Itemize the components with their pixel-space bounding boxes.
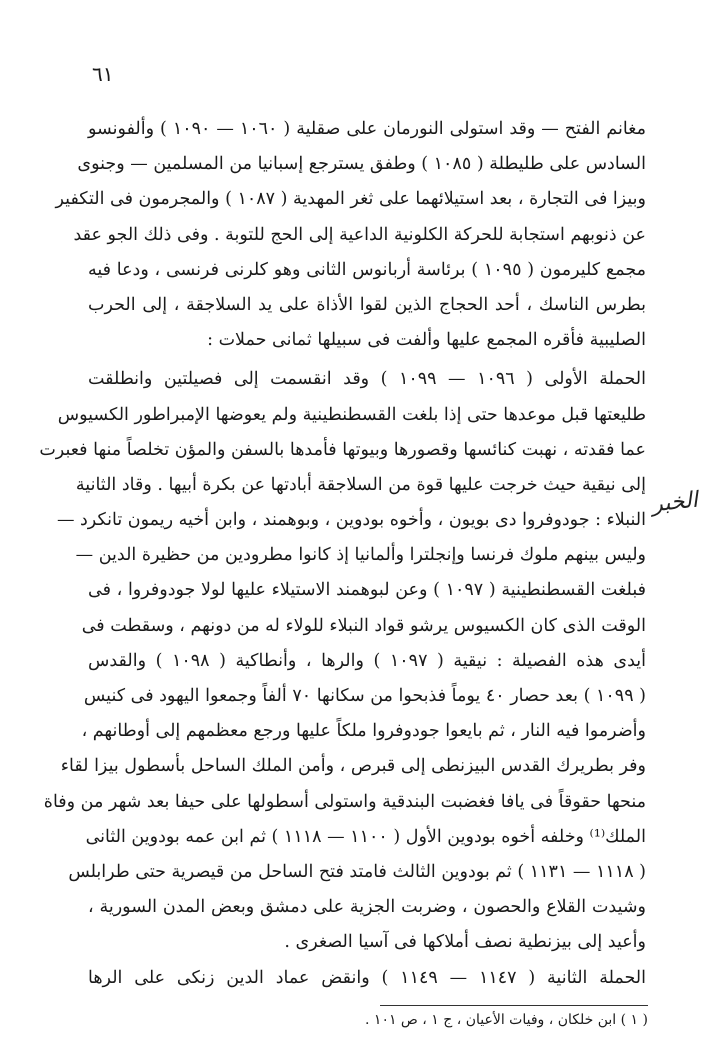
- text-line: مجمع كليرمون ( ١٠٩٥ ) برئاسة أربانوس الثانى وهو كلرنى فرنسى ، ودعا فيه: [88, 259, 646, 280]
- margin-annotation: الخبر: [650, 487, 699, 518]
- text-line: عن ذنوبهم استجابة للحركة الكلونية الداعية إلى الحج للتوبة . وفى ذلك الجو عقد: [73, 224, 646, 245]
- text-line: بطرس الناسك ، أحد الحجاج الذين لقوا الأذاة على يد السلاجقة ، إلى الحرب: [88, 294, 646, 315]
- text-line: الوقت الذى كان الكسيوس يرشو قواد النبلاء للولاء له من دونهم ، وسقطت فى: [81, 615, 646, 636]
- text-line: طليعتها قبل موعدها حتى إذا بلغت القسطنطينية ولم يعوضها الإمبراطور الكسيوس: [57, 404, 646, 425]
- text-line: الملك⁽¹⁾ وخلفه أخوه بودوين الأول ( ١١٠٠ — ١١١٨ ) ثم ابن عمه بودوين الثانى: [85, 826, 646, 847]
- text-line: وأعيد إلى بيزنطية نصف أملاكها فى آسيا الصغرى .: [284, 932, 646, 953]
- text-line: إلى نيقية حيث خرجت عليها قوة من السلاجقة أبادتها عن بكرة أبيها . وقاد الثانية: [75, 474, 646, 495]
- text-line: منحها حقوقاً فى يافا فغضبت البندقية واستولى أسطولها على حيفا بعد شهر من وفاة: [43, 791, 646, 812]
- footnote: ( ١ ) ابن خلكان ، وفيات الأعيان ، ج ١ ، ص ١٠١ .: [365, 1012, 648, 1028]
- text-line: وبيزا فى التجارة ، بعد استيلائهما على ثغر المهدية ( ١٠٨٧ ) والمجرمون فى التكفير: [55, 189, 646, 210]
- text-line: عما فقدته ، نهبت كنائسها وقصورها وبيوتها فأمدها بالسفن والمؤن تخلصاً منها فعبرت: [39, 439, 646, 460]
- text-line: مغانم الفتح — وقد استولى النورمان على صقلية ( ١٠٦٠ — ١٠٩٠ ) وألفونسو: [88, 119, 646, 139]
- text-line: ( ١١١٨ — ١١٣١ ) ثم بودوين الثالث فامتد فتح الساحل من قيصرية حتى طرابلس: [68, 861, 646, 882]
- text-line: وأضرموا فيه النار ، ثم بايعوا جودوفروا ملكاً عليها ورجع معظمهم إلى أوطانهم ،: [81, 721, 646, 742]
- main-text-body: [39, 112, 647, 996]
- text-line: النبلاء : جودوفروا دى بويون ، وأخوه بودوين ، وبوهمند ، وابن أخيه ريمون تانكرد —: [56, 510, 646, 531]
- text-line: السادس على طليطلة ( ١٠٨٥ ) وطفق يسترجع إسبانيا من المسلمين — وجنوى: [77, 154, 646, 175]
- text-line: الحملة الأولى ( ١٠٩٦ — ١٠٩٩ ) وقد انقسمت إلى فصيلتين وانطلقت: [88, 369, 646, 390]
- text-line: الحملة الثانية ( ١١٤٧ — ١١٤٩ ) وانقض عماد الدين زنكى على الرها: [88, 967, 646, 988]
- text-line: فبلغت القسطنطينية ( ١٠٩٧ ) وعن لبوهمند الاستيلاء عليها لولا جودوفروا ، فى: [88, 580, 646, 601]
- text-line: ( ١٠٩٩ ) بعد حصار ٤٠ يوماً فذبحوا من سكانها ٧٠ ألفاً وجمعوا اليهود فى كنيس: [83, 686, 646, 706]
- page-number: ٦١: [92, 62, 114, 86]
- text-line: وفر بطريرك القدس البيزنطى إلى قبرص ، وأمن الملك الساحل بأسطول بيزا لقاء: [60, 756, 646, 777]
- text-line: الصليبية فأقره المجمع عليها وألفت فى سبيلها ثمانى حملات :: [207, 330, 646, 351]
- text-line: أيدى هذه الفصيلة : نيقية ( ١٠٩٧ ) والرها ، وأنطاكية ( ١٠٩٨ ) والقدس: [88, 650, 647, 671]
- footnote-divider: [380, 1005, 648, 1006]
- text-line: وشيدت القلاع والحصون ، وضربت الجزية على دمشق وبعض المدن السورية ،: [88, 897, 646, 918]
- text-line: وليس بينهم ملوك فرنسا وإنجلترا وألمانيا إذ كانوا مطرودين من حظيرة الدين —: [75, 545, 646, 566]
